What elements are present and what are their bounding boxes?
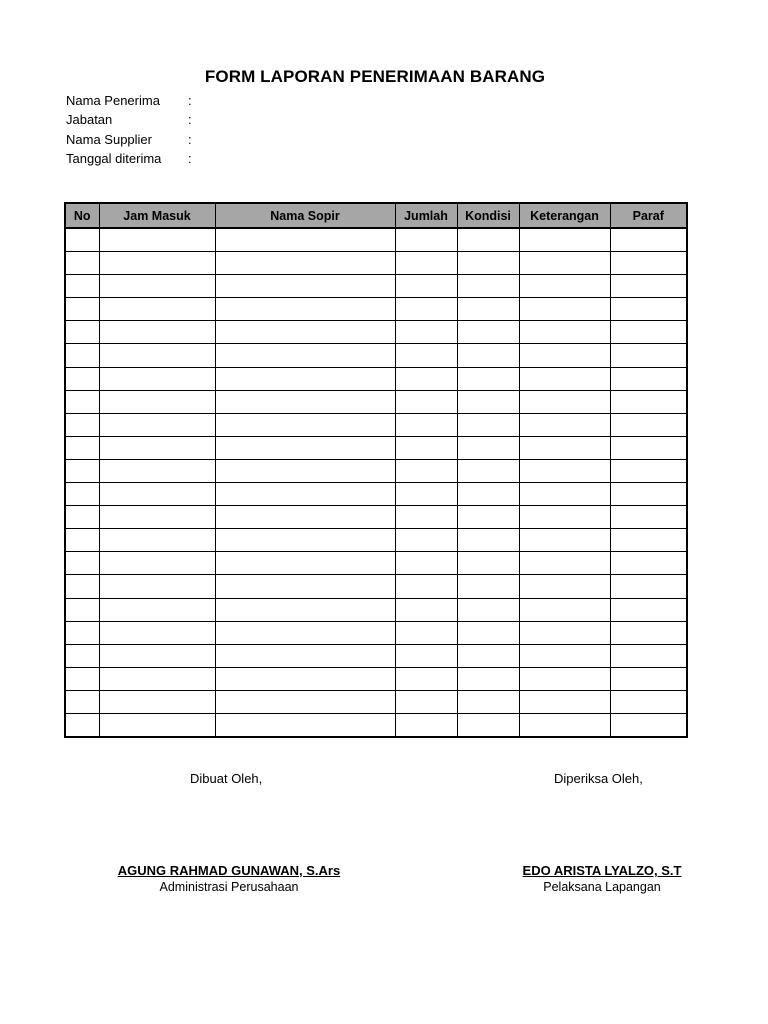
table-cell xyxy=(395,321,457,344)
table-cell xyxy=(215,506,395,529)
table-row xyxy=(65,483,687,506)
info-label: Jabatan xyxy=(66,112,113,128)
column-header-jumlah: Jumlah xyxy=(395,203,457,228)
table-cell xyxy=(457,552,519,575)
table-row xyxy=(65,275,687,298)
table-cell xyxy=(457,713,519,737)
table-row xyxy=(65,413,687,436)
table-cell xyxy=(65,321,99,344)
table-cell xyxy=(519,506,610,529)
table-row xyxy=(65,228,687,252)
table-cell xyxy=(519,667,610,690)
table-cell xyxy=(519,644,610,667)
info-row-nama-penerima xyxy=(66,91,198,110)
table-row xyxy=(65,690,687,713)
signature-name-right: EDO ARISTA LYALZO, S.T xyxy=(522,863,682,878)
table-cell xyxy=(395,252,457,275)
table-cell xyxy=(610,598,687,621)
table-row xyxy=(65,713,687,737)
info-row-nama-supplier xyxy=(66,130,198,149)
table-cell xyxy=(99,621,215,644)
table-cell xyxy=(610,552,687,575)
table-cell xyxy=(610,390,687,413)
signature-role-left: Administrasi Perusahaan xyxy=(159,880,299,894)
table-cell xyxy=(395,575,457,598)
table-cell xyxy=(457,298,519,321)
table-cell xyxy=(215,390,395,413)
table-cell xyxy=(457,321,519,344)
table-cell xyxy=(395,459,457,482)
table-cell xyxy=(99,413,215,436)
table-cell xyxy=(519,459,610,482)
info-colon: : xyxy=(188,131,192,147)
table-cell xyxy=(65,390,99,413)
table-cell xyxy=(395,552,457,575)
table-cell xyxy=(99,298,215,321)
table-cell xyxy=(457,390,519,413)
table-cell xyxy=(610,228,687,252)
table-row xyxy=(65,298,687,321)
table-cell xyxy=(610,252,687,275)
table-cell xyxy=(65,228,99,252)
table-cell xyxy=(395,436,457,459)
table-cell xyxy=(457,598,519,621)
table-cell xyxy=(395,621,457,644)
table-cell xyxy=(65,644,99,667)
table-cell xyxy=(610,483,687,506)
table-cell xyxy=(457,644,519,667)
table-cell xyxy=(519,390,610,413)
table-cell xyxy=(610,367,687,390)
table-cell xyxy=(519,552,610,575)
table-cell xyxy=(610,667,687,690)
table-cell xyxy=(395,713,457,737)
table-cell xyxy=(610,344,687,367)
table-cell xyxy=(610,575,687,598)
table-cell xyxy=(215,713,395,737)
table-cell xyxy=(519,690,610,713)
table-cell xyxy=(610,506,687,529)
table-cell xyxy=(65,367,99,390)
table-cell xyxy=(99,690,215,713)
table-cell xyxy=(519,575,610,598)
table-cell xyxy=(395,298,457,321)
table-cell xyxy=(99,529,215,552)
table-cell xyxy=(215,644,395,667)
table-cell xyxy=(395,690,457,713)
column-header-nama-sopir: Nama Sopir xyxy=(215,203,395,228)
table-cell xyxy=(457,228,519,252)
table-cell xyxy=(519,483,610,506)
table-cell xyxy=(457,459,519,482)
table-cell xyxy=(610,459,687,482)
table-cell xyxy=(65,483,99,506)
table-cell xyxy=(215,575,395,598)
table-cell xyxy=(215,413,395,436)
table-cell xyxy=(65,667,99,690)
table-cell xyxy=(99,390,215,413)
table-row xyxy=(65,321,687,344)
table-cell xyxy=(215,252,395,275)
info-label: Tanggal diterima xyxy=(66,150,162,166)
table-cell xyxy=(610,713,687,737)
report-table xyxy=(64,202,688,738)
table-row xyxy=(65,344,687,367)
table-cell xyxy=(99,713,215,737)
table-cell xyxy=(215,228,395,252)
table-cell xyxy=(65,713,99,737)
table-row xyxy=(65,436,687,459)
info-label: Nama Penerima xyxy=(66,93,160,108)
table-row xyxy=(65,644,687,667)
table-cell xyxy=(395,275,457,298)
table-cell xyxy=(519,413,610,436)
table-cell xyxy=(65,621,99,644)
info-colon: : xyxy=(188,93,192,108)
info-colon: : xyxy=(188,150,192,166)
table-cell xyxy=(215,459,395,482)
signature-name-left: AGUNG RAHMAD GUNAWAN, S.Ars xyxy=(117,863,341,878)
table-cell xyxy=(65,598,99,621)
table-cell xyxy=(519,713,610,737)
page-title: FORM LAPORAN PENERIMAAN BARANG xyxy=(204,67,546,86)
column-header-keterangan: Keterangan xyxy=(519,203,610,228)
table-cell xyxy=(519,298,610,321)
table-cell xyxy=(215,436,395,459)
table-cell xyxy=(457,275,519,298)
table-cell xyxy=(215,552,395,575)
table-cell xyxy=(99,459,215,482)
column-header-kondisi: Kondisi xyxy=(457,203,519,228)
table-cell xyxy=(457,690,519,713)
table-cell xyxy=(65,690,99,713)
table-cell xyxy=(99,321,215,344)
table-cell xyxy=(65,413,99,436)
table-row xyxy=(65,506,687,529)
table-cell xyxy=(519,252,610,275)
info-row-jabatan xyxy=(66,110,198,129)
column-header-jam-masuk: Jam Masuk xyxy=(99,203,215,228)
table-cell xyxy=(215,690,395,713)
table-row xyxy=(65,552,687,575)
table-cell xyxy=(65,298,99,321)
table-cell xyxy=(65,344,99,367)
table-cell xyxy=(457,621,519,644)
table-row xyxy=(65,667,687,690)
table-cell xyxy=(215,275,395,298)
table-row xyxy=(65,598,687,621)
table-cell xyxy=(65,459,99,482)
info-label: Nama Supplier xyxy=(66,131,152,147)
column-header-paraf: Paraf xyxy=(610,203,687,228)
table-cell xyxy=(457,252,519,275)
info-row-tanggal-diterima xyxy=(66,149,198,168)
table-row xyxy=(65,367,687,390)
table-cell xyxy=(395,413,457,436)
table-cell xyxy=(457,413,519,436)
table-cell xyxy=(395,667,457,690)
table-cell xyxy=(457,506,519,529)
table-cell xyxy=(610,621,687,644)
table-cell xyxy=(519,321,610,344)
table-cell xyxy=(457,344,519,367)
table-cell xyxy=(519,598,610,621)
table-cell xyxy=(457,529,519,552)
info-block xyxy=(66,91,198,168)
table-cell xyxy=(99,575,215,598)
table-row xyxy=(65,459,687,482)
table-cell xyxy=(395,367,457,390)
table-cell xyxy=(610,413,687,436)
info-colon: : xyxy=(188,112,192,128)
table-cell xyxy=(65,575,99,598)
table-cell xyxy=(215,298,395,321)
table-cell xyxy=(99,644,215,667)
table-row xyxy=(65,529,687,552)
table-cell xyxy=(65,552,99,575)
table-cell xyxy=(395,644,457,667)
table-cell xyxy=(215,598,395,621)
table-cell xyxy=(610,529,687,552)
table-header-row xyxy=(65,203,687,228)
table-cell xyxy=(99,367,215,390)
table-row xyxy=(65,252,687,275)
table-cell xyxy=(215,621,395,644)
column-header-no: No xyxy=(65,203,99,228)
table-cell xyxy=(519,275,610,298)
table-cell xyxy=(65,275,99,298)
table-cell xyxy=(610,275,687,298)
table-cell xyxy=(519,344,610,367)
table-body xyxy=(65,228,687,737)
signature-label-left: Dibuat Oleh, xyxy=(190,771,263,786)
table-cell xyxy=(99,436,215,459)
table-cell xyxy=(99,275,215,298)
table-cell xyxy=(610,644,687,667)
table-cell xyxy=(610,298,687,321)
table-row xyxy=(65,621,687,644)
table-row xyxy=(65,575,687,598)
table-cell xyxy=(99,483,215,506)
table-cell xyxy=(65,506,99,529)
table-cell xyxy=(610,436,687,459)
table-cell xyxy=(519,529,610,552)
table-cell xyxy=(99,506,215,529)
table-cell xyxy=(99,344,215,367)
table-cell xyxy=(457,367,519,390)
table-cell xyxy=(99,598,215,621)
table-cell xyxy=(610,321,687,344)
table-cell xyxy=(395,228,457,252)
table-cell xyxy=(215,483,395,506)
table-cell xyxy=(99,252,215,275)
table-cell xyxy=(65,529,99,552)
table-cell xyxy=(215,529,395,552)
table-cell xyxy=(395,506,457,529)
signature-label-right: Diperiksa Oleh, xyxy=(554,771,643,786)
table-cell xyxy=(65,436,99,459)
table-cell xyxy=(395,344,457,367)
table-cell xyxy=(395,483,457,506)
table-row xyxy=(65,390,687,413)
table-cell xyxy=(65,252,99,275)
table-cell xyxy=(99,667,215,690)
table-cell xyxy=(395,598,457,621)
table-cell xyxy=(215,667,395,690)
table-cell xyxy=(457,667,519,690)
table-cell xyxy=(519,621,610,644)
table-cell xyxy=(215,367,395,390)
table-cell xyxy=(395,529,457,552)
signature-role-right: Pelaksana Lapangan xyxy=(543,880,661,894)
table-cell xyxy=(457,436,519,459)
table-cell xyxy=(215,344,395,367)
table-cell xyxy=(457,575,519,598)
table-cell xyxy=(457,483,519,506)
table-cell xyxy=(519,228,610,252)
table-cell xyxy=(395,390,457,413)
table-cell xyxy=(519,367,610,390)
table-cell xyxy=(99,552,215,575)
table-cell xyxy=(519,436,610,459)
table-cell xyxy=(610,690,687,713)
table-cell xyxy=(99,228,215,252)
table-cell xyxy=(215,321,395,344)
